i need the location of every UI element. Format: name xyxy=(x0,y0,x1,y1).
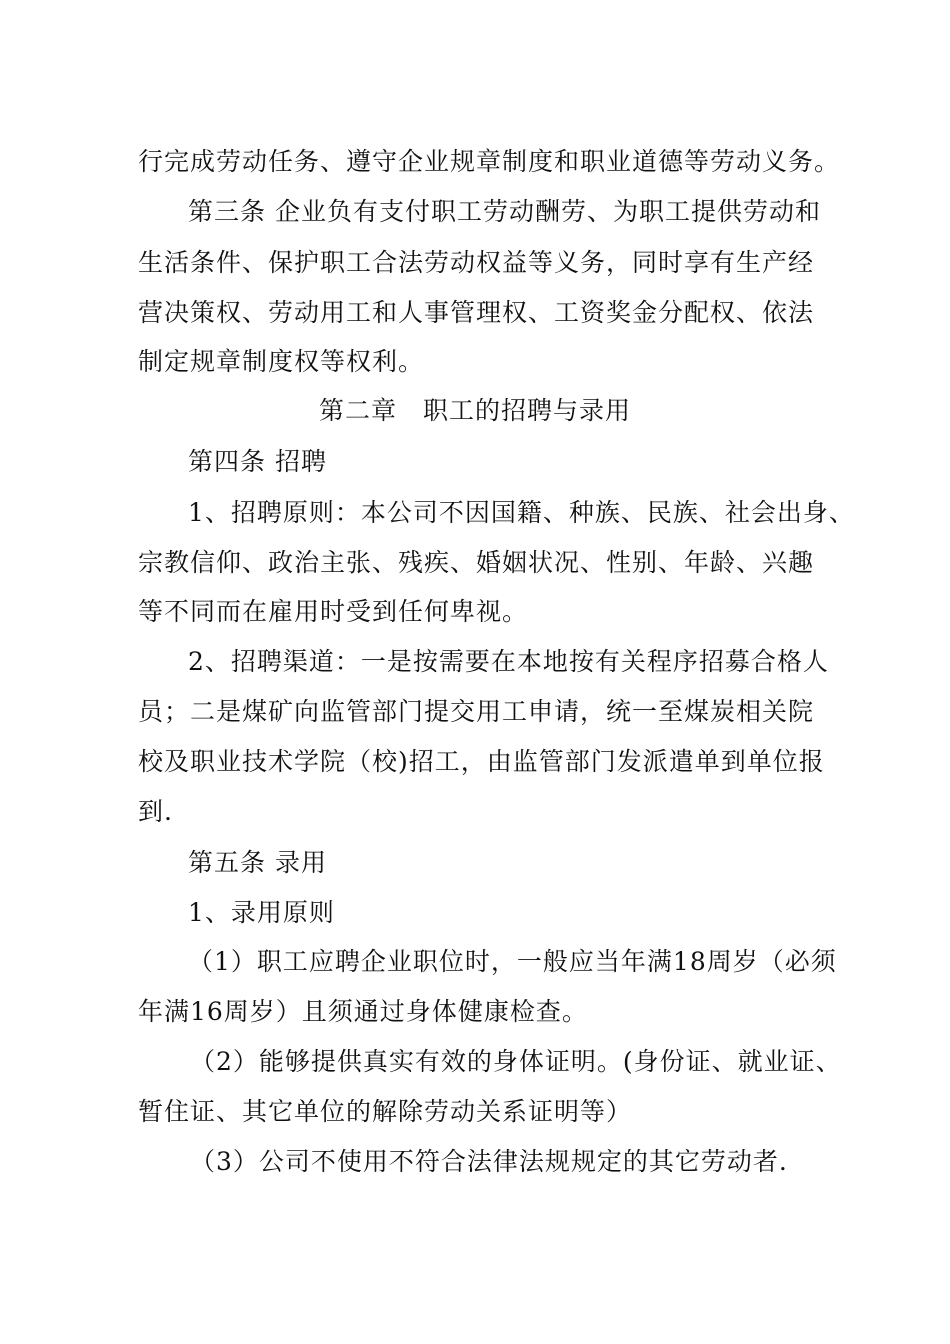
paragraph-line: 员；二是煤矿向监管部门提交用工申请，统一至煤炭相关院 xyxy=(138,697,815,726)
paragraph-line: 年满16周岁）且须通过身体健康检查。 xyxy=(138,997,588,1026)
paragraph-line: 宗教信仰、政治主张、残疾、婚姻状况、性别、年龄、兴趣 xyxy=(138,548,815,577)
paragraph-line: 等不同而在雇用时受到任何卑视。 xyxy=(138,597,529,626)
paragraph-line: 制定规章制度权等权利。 xyxy=(138,347,425,376)
paragraph-line: 到. xyxy=(138,797,173,826)
paragraph-line: 行完成劳动任务、遵守企业规章制度和职业道德等劳动义务。 xyxy=(138,147,841,176)
chapter-heading: 第二章 职工的招聘与录用 xyxy=(318,396,631,425)
paragraph-line: （3）公司不使用不符合法律法规规定的其它劳动者. xyxy=(190,1147,788,1176)
paragraph-line: 生活条件、保护职工合法劳动权益等义务，同时享有生产经 xyxy=(138,248,815,277)
paragraph-line: 1、录用原则 xyxy=(188,898,335,927)
paragraph-line: （1）职工应聘企业职位时，一般应当年满18周岁（必须 xyxy=(188,947,837,976)
paragraph-line: 暂住证、其它单位的解除劳动关系证明等） xyxy=(138,1097,633,1126)
paragraph-line: 校及职业技术学院（校)招工，由监管部门发派遣单到单位报 xyxy=(138,747,825,776)
paragraph-line: 1、招聘原则：本公司不因国籍、种族、民族、社会出身、 xyxy=(188,498,855,527)
paragraph-line: 营决策权、劳动用工和人事管理权、工资奖金分配权、依法 xyxy=(138,298,815,327)
article-title: 第五条 录用 xyxy=(188,848,327,877)
paragraph-line: 2、招聘渠道：一是按需要在本地按有关程序招募合格人 xyxy=(188,647,829,676)
paragraph-line: 第三条 企业负有支付职工劳动酬劳、为职工提供劳动和 xyxy=(188,197,821,226)
paragraph-line: （2）能够提供真实有效的身体证明。(身份证、就业证、 xyxy=(190,1047,842,1076)
article-title: 第四条 招聘 xyxy=(188,447,327,476)
